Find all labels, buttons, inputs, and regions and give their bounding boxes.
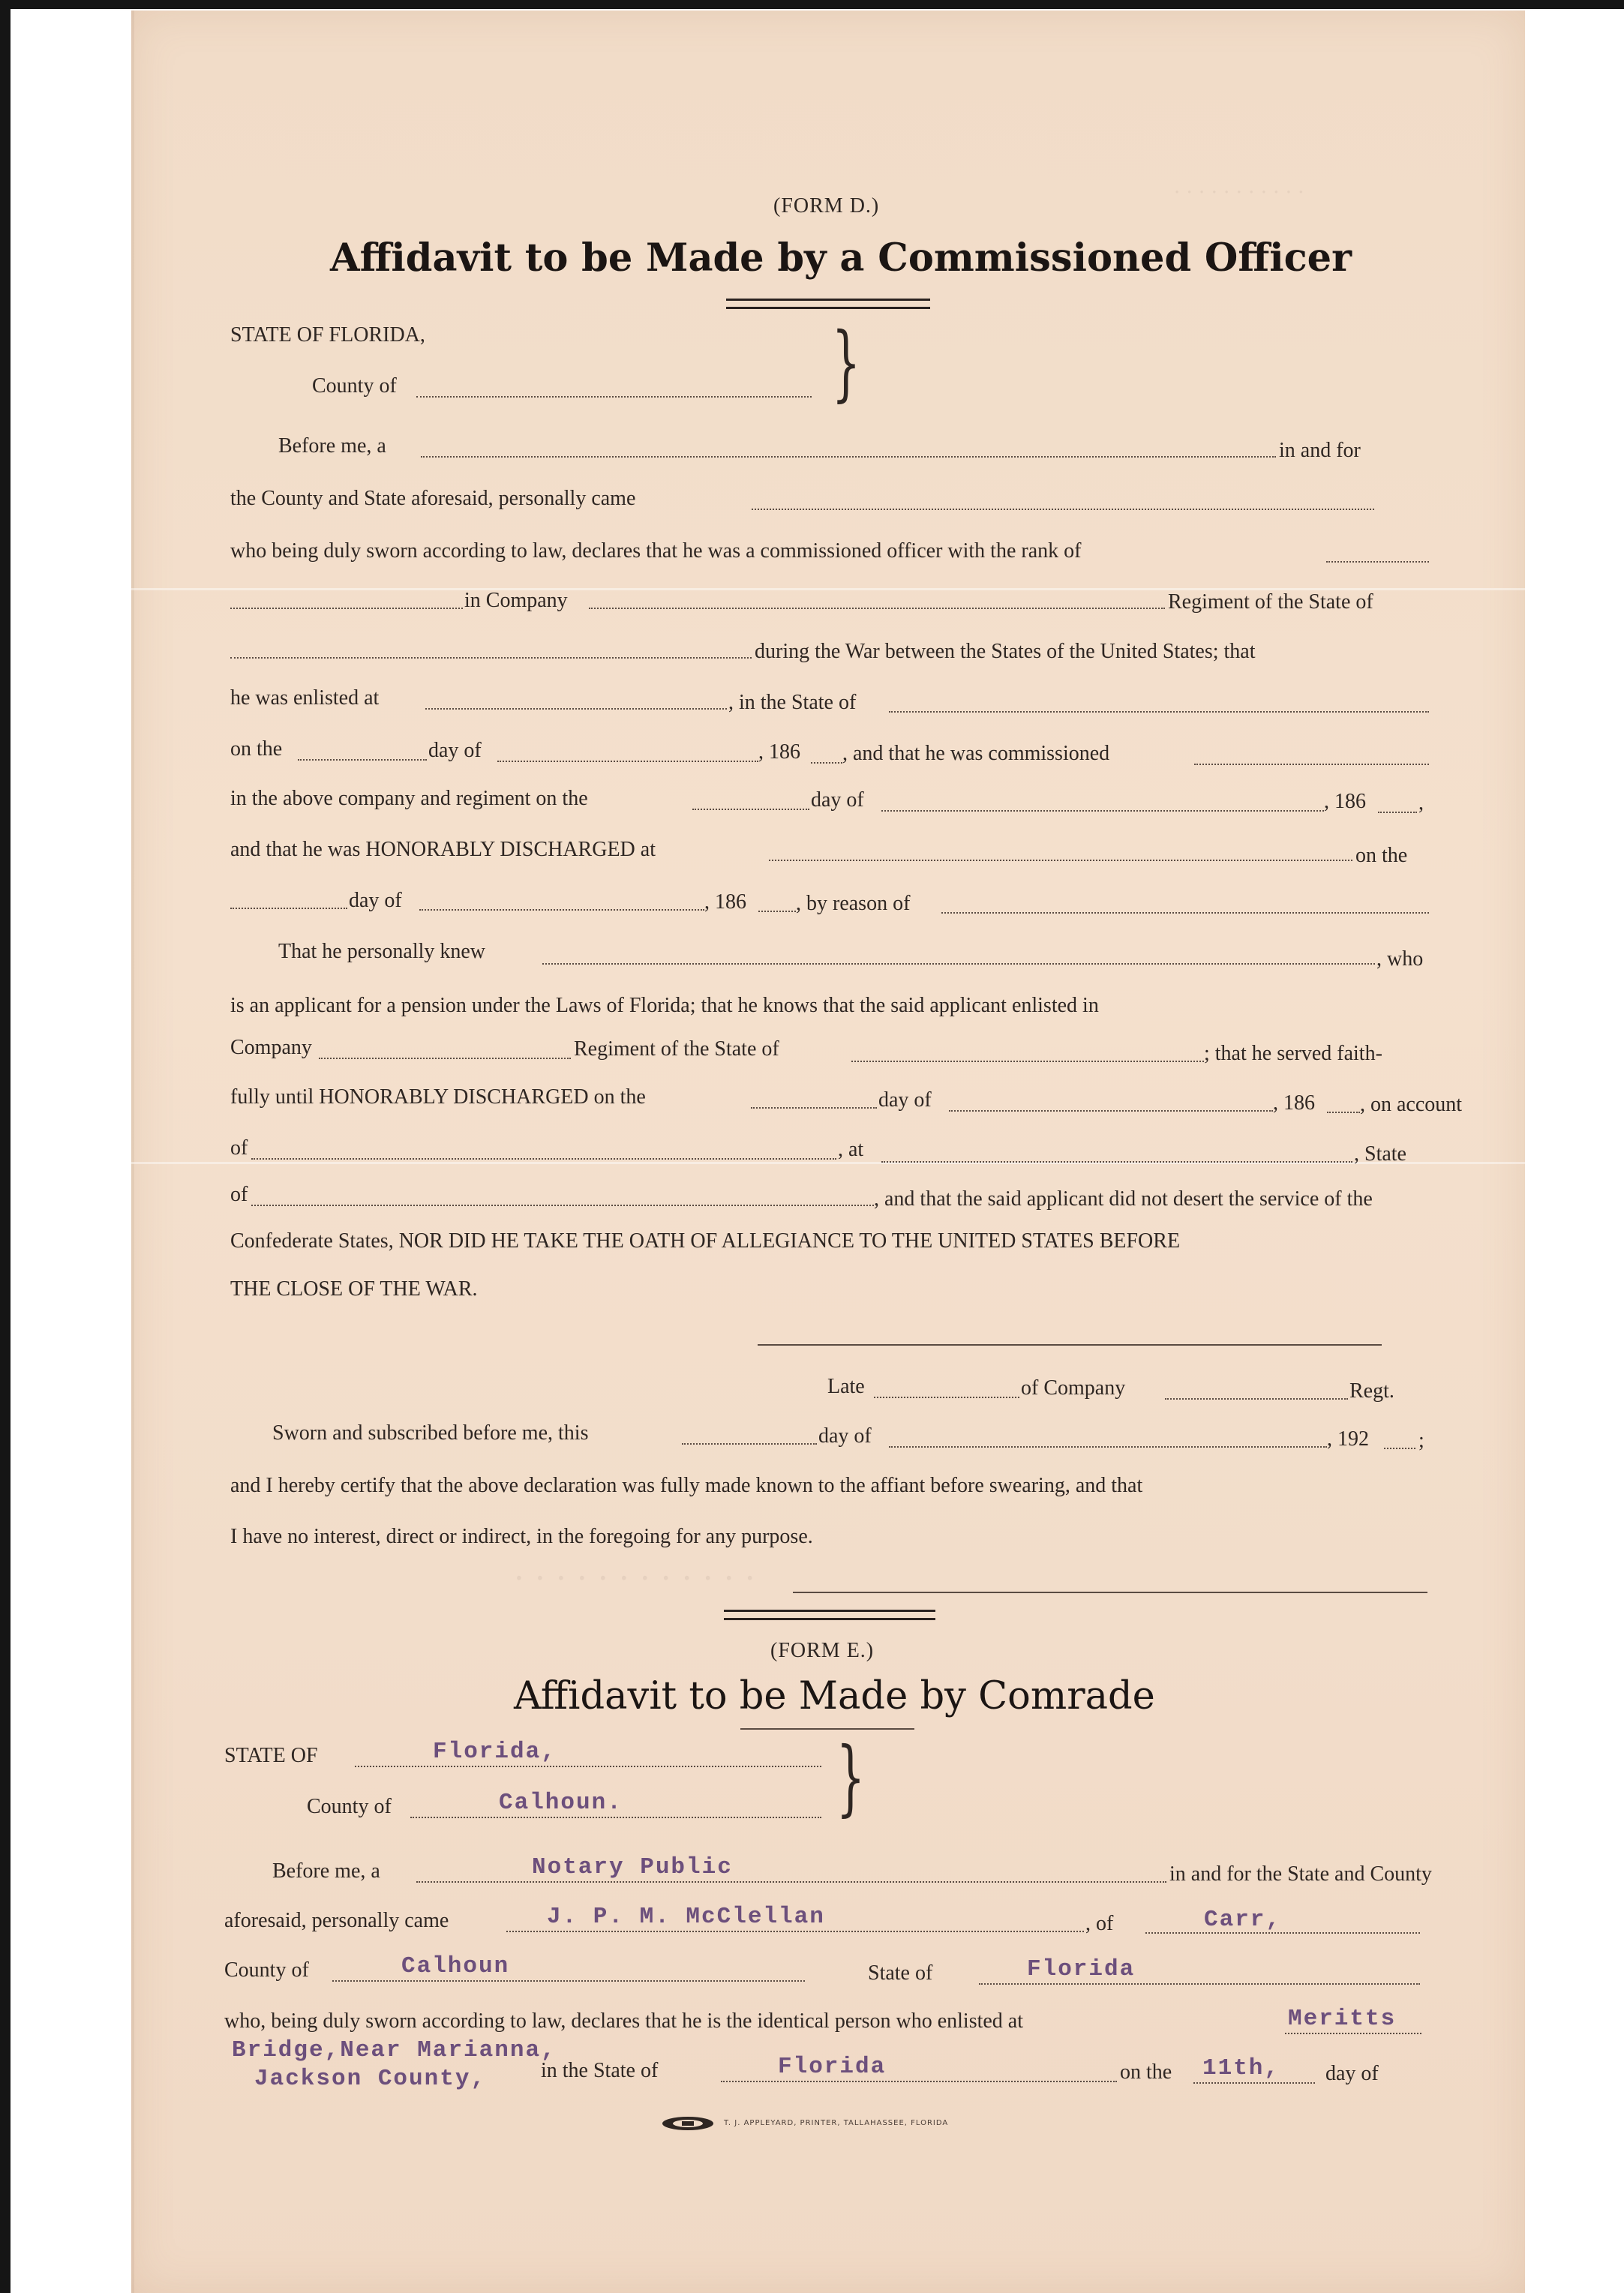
war-between-states-label: during the War between the States of the United States; that — [755, 640, 1256, 663]
at-place-field[interactable] — [881, 1161, 1352, 1163]
county-field[interactable] — [332, 1980, 805, 1982]
company-label: Company — [230, 1036, 312, 1059]
affiant-name-field[interactable] — [752, 509, 1374, 510]
state-field[interactable] — [979, 1983, 1420, 1985]
document-page — [131, 11, 1525, 2293]
company-regiment-on-label: in the above company and regiment on the — [230, 787, 588, 810]
of-company-label: of Company — [1021, 1376, 1126, 1400]
enlist-day-field[interactable] — [298, 759, 427, 761]
typed-county: Calhoun. — [499, 1790, 623, 1816]
typed-place1: Meritts — [1288, 2006, 1397, 2032]
applicant-pension-text: is an applicant for a pension under the Laws of Florida; that he knows that the said applicant enlisted in — [230, 994, 1099, 1017]
enlisted-place-field[interactable] — [425, 708, 727, 710]
before-me-label: Before me, a — [272, 1859, 380, 1883]
on-the-label: on the — [1120, 2060, 1172, 2084]
late-label: Late — [827, 1375, 865, 1398]
in-state-of-label: , in the State of — [728, 691, 857, 714]
typed-name: J. P. M. McClellan — [547, 1904, 825, 1930]
semicolon: ; — [1418, 1429, 1424, 1452]
personally-knew-label: That he personally knew — [278, 940, 486, 963]
state-field[interactable] — [355, 1766, 821, 1767]
printer-union-bug-icon — [661, 2115, 715, 2132]
certify-text-2: I have no interest, direct or indirect, in the foregoing for any purpose. — [230, 1525, 813, 1548]
typed-place3: Jackson County, — [254, 2066, 487, 2092]
by-reason-of-label: , by reason of — [796, 892, 911, 915]
county-field[interactable] — [410, 1817, 821, 1818]
on-account-label: , on account — [1360, 1093, 1463, 1116]
comma: , — [1418, 791, 1424, 815]
state-name-field[interactable] — [251, 1205, 874, 1206]
regiment-state-label: Regiment of the State of — [574, 1037, 779, 1061]
form-e-label: (FORM E.) — [770, 1639, 875, 1662]
discharge-place-field[interactable] — [769, 860, 1352, 861]
close-of-war-text: THE CLOSE OF THE WAR. — [230, 1277, 478, 1301]
personally-came-label: aforesaid, personally came — [224, 1909, 449, 1932]
enlist-month-field[interactable] — [497, 761, 758, 762]
county-field[interactable] — [416, 396, 812, 398]
account-reason-field[interactable] — [251, 1158, 836, 1160]
discharge-day-field[interactable] — [230, 908, 347, 909]
regiment-state-label: Regiment of the State of — [1168, 590, 1373, 614]
who-label: , who — [1376, 947, 1424, 971]
commissioned-label: , and that he was commissioned — [842, 742, 1110, 765]
typed-state3: Florida — [778, 2054, 887, 2080]
day-of-label: day of — [1325, 2062, 1379, 2085]
typed-of: Carr, — [1204, 1907, 1282, 1933]
double-rule — [724, 1610, 935, 1620]
typed-officer: Notary Public — [532, 1854, 733, 1880]
commission-field[interactable] — [1194, 764, 1429, 765]
in-and-for-label: in and for — [1279, 439, 1361, 462]
sworn-day-field[interactable] — [682, 1443, 817, 1445]
commissioned-rank-label: who being duly sworn according to law, declares that he was a commissioned officer with the rank of — [230, 539, 1082, 563]
form-e-title: Affidavit to be Made by Comrade — [514, 1674, 1155, 1718]
state-of-label: State of — [868, 1961, 933, 1985]
company-field[interactable] — [589, 608, 1165, 609]
double-rule — [726, 299, 930, 309]
bleed-through: · · · · · · · · · · · — [1174, 182, 1304, 204]
residence-field[interactable] — [1145, 1932, 1420, 1934]
did-not-desert-label: , and that the said applicant did not desert the service of the — [874, 1187, 1373, 1211]
signature-line[interactable] — [758, 1344, 1382, 1346]
discharge-month-field[interactable] — [419, 909, 704, 911]
commission-year-field[interactable] — [1378, 812, 1417, 813]
at-label: , at — [838, 1138, 864, 1161]
state-field[interactable] — [230, 657, 752, 659]
typed-state2: Florida — [1027, 1956, 1136, 1982]
of-label: , of — [1085, 1912, 1114, 1935]
of-label: of — [230, 1183, 248, 1206]
officer-title-field[interactable] — [421, 456, 1276, 458]
on-the-label: on the — [1355, 844, 1408, 867]
typed-day: 11th, — [1202, 2055, 1280, 2081]
late-company-field[interactable] — [1165, 1398, 1348, 1400]
state-of-label: STATE OF — [224, 1744, 318, 1767]
year-186-label: , 186 — [1324, 790, 1366, 813]
scan-border-left — [0, 0, 11, 2293]
applicant-discharge-year-field[interactable] — [1327, 1112, 1360, 1113]
applicant-company-field[interactable] — [319, 1058, 571, 1059]
enlisted-place-field[interactable] — [1285, 2033, 1421, 2034]
printer-imprint: T. J. APPLEYARD, PRINTER, TALLAHASSEE, FLORIDA — [724, 2119, 949, 2127]
typed-county2: Calhoun — [401, 1953, 510, 1979]
state-label: STATE OF FLORIDA, — [230, 323, 425, 347]
in-and-for-label: in and for the State and County — [1169, 1862, 1432, 1886]
state-label-inline: , State — [1354, 1142, 1406, 1166]
brace: } — [836, 1729, 866, 1825]
sworn-month-field[interactable] — [889, 1446, 1327, 1448]
applicant-discharge-month-field[interactable] — [949, 1110, 1273, 1112]
fully-until-discharged-label: fully until HONORABLY DISCHARGED on the — [230, 1085, 646, 1109]
served-faithfully-label: ; that he served faith- — [1204, 1042, 1382, 1065]
in-the-state-of-label: in the State of — [541, 2059, 659, 2082]
certify-text-1: and I hereby certify that the above declaration was fully made known to the affiant before swearing, and that — [230, 1474, 1143, 1497]
in-company-label: in Company — [464, 589, 568, 612]
notary-title-field[interactable] — [416, 1881, 1166, 1883]
typed-state: Florida, — [433, 1739, 557, 1765]
discharge-reason-field[interactable] — [941, 912, 1429, 914]
rank-continue-field[interactable] — [230, 608, 463, 609]
regt-label: Regt. — [1349, 1379, 1394, 1403]
sworn-label: Sworn and subscribed before me, this — [272, 1421, 589, 1445]
day-of-label: day of — [818, 1424, 872, 1448]
late-rank-field[interactable] — [874, 1397, 1019, 1398]
year-186-label: , 186 — [1273, 1091, 1315, 1115]
enlisted-day-field[interactable] — [1193, 2082, 1315, 2084]
identical-person-label: who, being duly sworn according to law, declares that he is the identical person who enlisted at — [224, 2009, 1023, 2033]
county-label: County of — [312, 374, 397, 398]
brace: } — [831, 314, 861, 410]
commission-day-field[interactable] — [692, 809, 809, 810]
enlisted-state-field[interactable] — [889, 711, 1429, 713]
year-186-label: , 186 — [758, 740, 800, 764]
day-of-label: day of — [878, 1088, 932, 1112]
applicant-discharge-day-field[interactable] — [751, 1107, 877, 1109]
commission-month-field[interactable] — [881, 810, 1324, 812]
oath-allegiance-text: Confederate States, NOR DID HE TAKE THE OATH OF ALLEGIANCE TO THE UNITED STATES BEFORE — [230, 1229, 1181, 1253]
form-d-title: Affidavit to be Made by a Commissioned Officer — [330, 236, 1352, 281]
enlist-year-field[interactable] — [811, 762, 842, 764]
enlisted-at-label: he was enlisted at — [230, 686, 380, 710]
form-d-label: (FORM D.) — [773, 194, 880, 218]
county-of-label: County of — [307, 1795, 392, 1818]
scan-border-top — [0, 0, 1624, 9]
bleed-through: · · · · · · · · · · · · — [514, 1559, 755, 1598]
day-of-label: day of — [349, 889, 402, 912]
discharge-year-field[interactable] — [758, 911, 796, 912]
year-186-label: , 186 — [704, 890, 746, 914]
on-the-label: on the — [230, 737, 283, 761]
rank-field[interactable] — [1326, 561, 1429, 563]
county-of-label: County of — [224, 1958, 309, 1982]
of-label: of — [230, 1136, 248, 1160]
applicant-state-field[interactable] — [851, 1061, 1204, 1062]
discharged-at-label: and that he was HONORABLY DISCHARGED at — [230, 838, 656, 861]
day-of-label: day of — [811, 788, 864, 812]
day-of-label: day of — [428, 739, 482, 762]
comrade-name-field[interactable] — [506, 1931, 1084, 1932]
personally-came-label: the County and State aforesaid, personally came — [230, 487, 636, 510]
before-me-label: Before me, a — [278, 434, 386, 458]
sworn-year-field[interactable] — [1384, 1448, 1415, 1449]
paper-edge-shadow — [131, 11, 134, 2293]
applicant-name-field[interactable] — [542, 963, 1375, 965]
enlisted-state-field[interactable] — [721, 2081, 1117, 2082]
year-192-label: , 192 — [1327, 1427, 1369, 1451]
typed-place2: Bridge,Near Marianna, — [232, 2037, 557, 2063]
title-underline — [740, 1728, 914, 1730]
officer-signature-line[interactable] — [793, 1592, 1427, 1593]
